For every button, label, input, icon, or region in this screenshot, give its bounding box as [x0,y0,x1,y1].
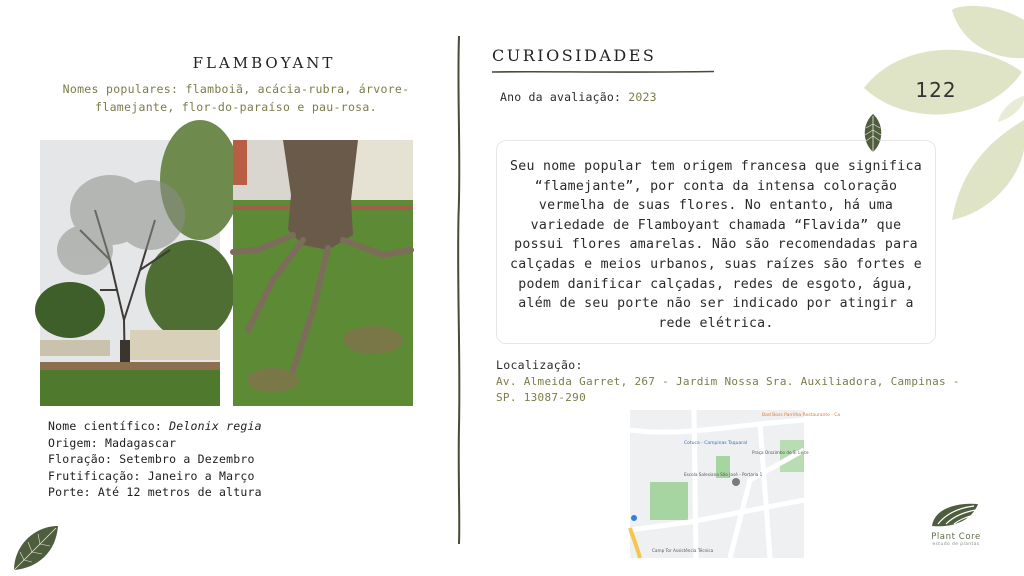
map-label-restaurant: Bad Boss Parrilha Restaurante · Ca [762,413,841,418]
brand-tagline: estudo de plantas [932,542,980,547]
evaluation-year-value: 2023 [628,90,657,104]
tree-photo [40,140,220,406]
curiosities-title: CURIOSIDADES [492,46,657,65]
bottom-leaf-icon [10,522,60,572]
info-fruiting: Frutificação: Janeiro a Março [48,468,255,483]
plant-core-logo-icon [928,500,984,530]
plant-name: FLAMBOYANT [192,54,336,72]
map-pin-icon [732,478,740,486]
info-origin: Origem: Madagascar [48,435,177,450]
curiosities-underline [492,68,714,76]
info-flowering: Floração: Setembro a Dezembro [48,452,255,467]
brand-logo [920,500,992,556]
page-number: 122 [915,78,957,102]
map-label-school: Escola Salesiana São José - Portaria 1 [684,472,763,477]
roots-photo [233,140,413,406]
map-park [650,482,688,520]
popular-names [56,80,416,116]
popular-names-value: flamboiã, acácia-rubra, árvore-flamejante, flor-do-paraíso e pau-rosa. [95,82,410,114]
info-scientific-name: Nome científico: Delonix regia [48,419,262,433]
evaluation-year: Ano da avaliação: 2023 [500,90,657,104]
small-leaf-icon [860,112,886,154]
map-label-square: Praça Orozimbo de S. Leite [752,450,809,455]
location-address: Av. Almeida Garret, 267 - Jardim Nossa Sra. Auxiliadora, Campinas - SP. 13087-290 [496,375,960,404]
info-size: Porte: Até 12 metros de altura [48,485,262,500]
curiosities-text: Seu nome popular tem origem francesa que significa “flamejante”, por conta da intensa coloração vermelha de suas flores. No entanto, há uma variedade de Flamboyant chamada “Flavida” que possui flores amarelas. Não são recomendadas para calçadas e meios urbanos, suas raízes são fortes e podem danificar calçadas, redes de esgoto, água, além de seu porte não ser indicado por atingir a rede elétrica. [496,140,936,344]
location-label: Localização: [496,358,583,372]
location-map[interactable] [630,410,841,558]
column-divider [454,36,464,544]
plant-info [48,418,428,501]
scientific-name-value: Delonix regia [169,419,262,433]
map-label-center: Cotuca - Campinas Taquaral [684,441,748,446]
brand-name: Plant Core [931,532,981,542]
map-label-camp: Camp Tor Assistência Técnica [652,548,714,553]
popular-names-label: Nomes populares: [62,82,179,96]
